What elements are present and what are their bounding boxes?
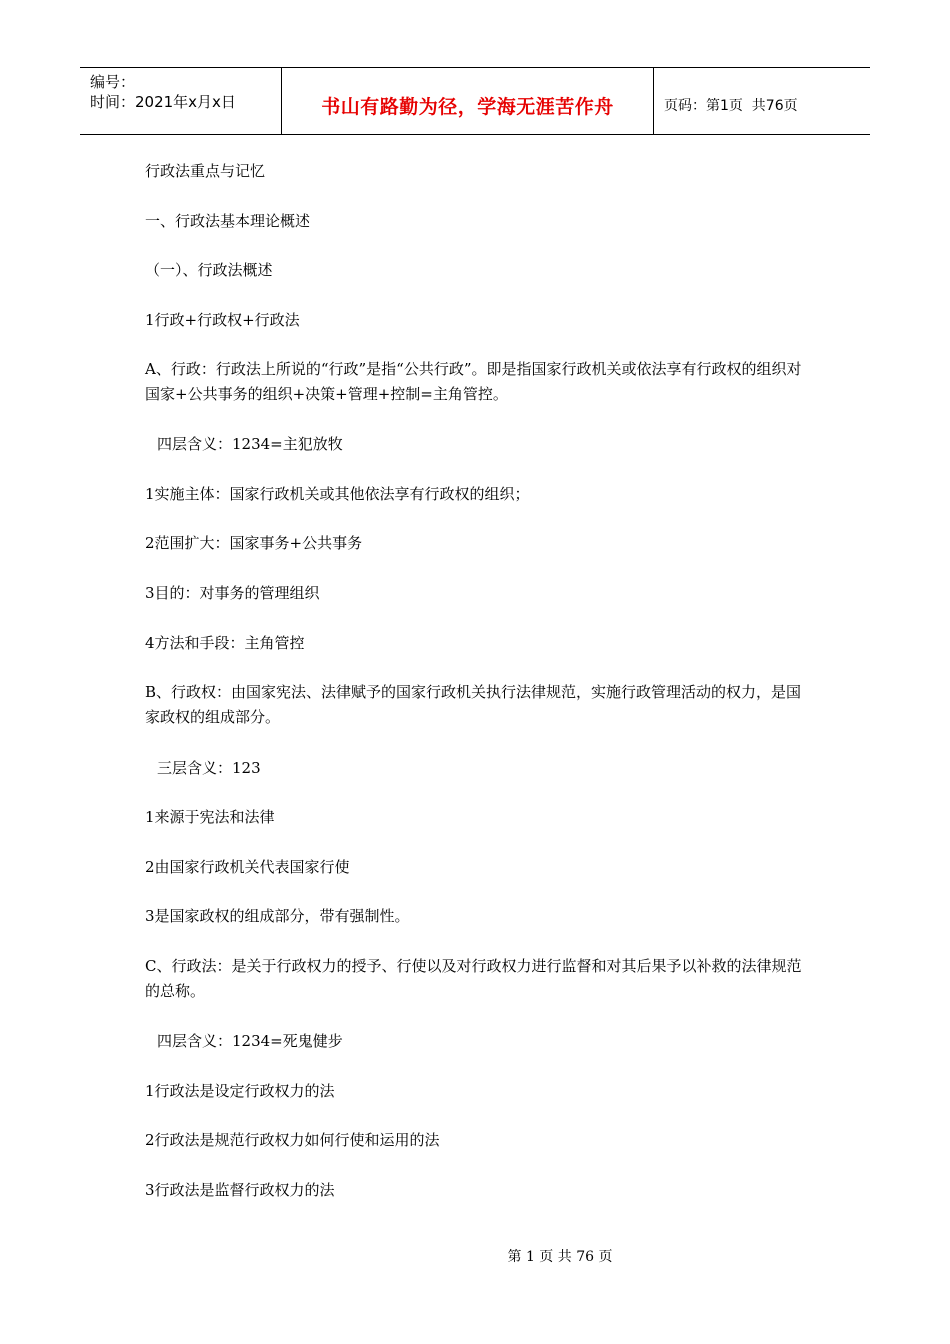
paragraph: 3是国家政权的组成部分，带有强制性。 bbox=[145, 907, 410, 925]
paragraph: 1行政+行政权+行政法 bbox=[145, 311, 300, 329]
header-meta bbox=[80, 68, 282, 134]
section-heading: 一、行政法基本理论概述 bbox=[145, 212, 311, 230]
paragraph: 1行政法是设定行政权力的法 bbox=[145, 1082, 335, 1100]
paragraph: 3目的：对事务的管理组织 bbox=[145, 584, 320, 602]
paragraph: 四层含义：1234=主犯放牧 bbox=[157, 435, 343, 453]
page-footer: 第 1 页 共 76 页 bbox=[507, 1249, 613, 1265]
paragraph: 4方法和手段：主角管控 bbox=[145, 634, 305, 652]
document-time-label: 时间：2021年x月x日 bbox=[90, 93, 236, 111]
paragraph: 2由国家行政机关代表国家行使 bbox=[145, 858, 350, 876]
paragraph: 三层含义：123 bbox=[157, 759, 261, 777]
paragraph: A、行政：行政法上所说的“行政”是指“公共行政”。即是指国家行政机关或依法享有行政权的组织对国家+公共事务的组织+决策+管理+控制=主角管控。 bbox=[145, 360, 802, 403]
paragraph: 1实施主体：国家行政机关或其他依法享有行政权的组织； bbox=[145, 485, 530, 503]
header-page-cell bbox=[654, 68, 870, 134]
header-motto: 书山有路勤为径，学海无涯苦作舟 bbox=[321, 95, 614, 118]
document-number-label: 编号： bbox=[90, 73, 136, 91]
paragraph: 2范围扩大：国家事务+公共事务 bbox=[145, 534, 363, 552]
page-header bbox=[80, 67, 870, 135]
paragraph: B、行政权：由国家宪法、法律赋予的国家行政机关执行法律规范，实施行政管理活动的权力，是国家政权的组成部分。 bbox=[145, 683, 802, 726]
doc-title: 行政法重点与记忆 bbox=[145, 162, 266, 180]
header-motto-cell bbox=[282, 68, 654, 134]
subsection-heading: （一）、行政法概述 bbox=[145, 261, 273, 279]
paragraph: 四层含义：1234=死鬼健步 bbox=[157, 1032, 343, 1050]
paragraph: 1来源于宪法和法律 bbox=[145, 808, 275, 826]
paragraph: 2行政法是规范行政权力如何行使和运用的法 bbox=[145, 1131, 440, 1149]
paragraph: C、行政法：是关于行政权力的授予、行使以及对行政权力进行监督和对其后果予以补救的法律规范的总称。 bbox=[145, 957, 802, 1000]
paragraph: 3行政法是监督行政权力的法 bbox=[145, 1181, 335, 1199]
header-page-label: 页码：第1页 共76页 bbox=[664, 98, 798, 114]
